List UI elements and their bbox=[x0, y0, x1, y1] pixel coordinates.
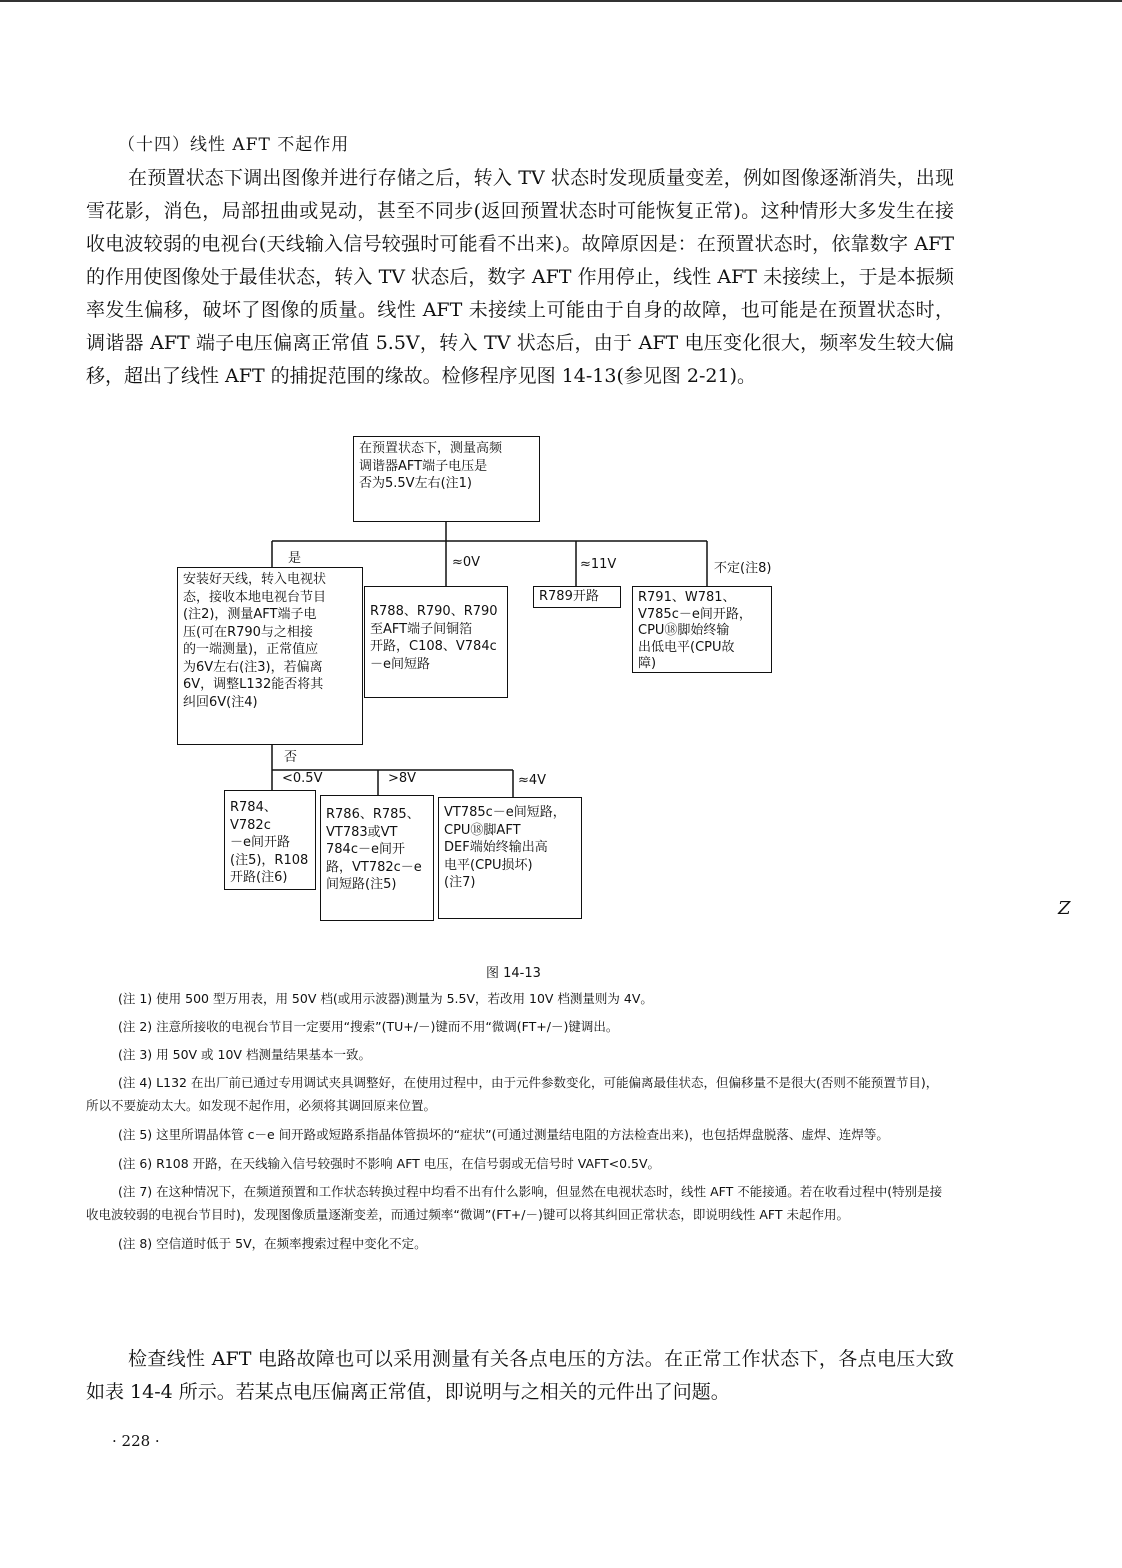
page-number: · 228 · bbox=[112, 1432, 160, 1450]
branch-yes-label: 是 bbox=[288, 551, 302, 566]
flow-root-box: 在预置状态下，测量高频 调谐器AFT端子电压是 否为5.5V左右(注1) bbox=[353, 436, 540, 522]
branch-unstable-label: 不定(注8) bbox=[714, 561, 772, 576]
margin-mark: Z bbox=[1058, 898, 1071, 919]
note-item: (注 8) 空信道时低于 5V，在频率搜索过程中变化不定。 bbox=[118, 1236, 427, 1251]
flow-box-0v: R788、R790、R790 至AFT端子间铜箔 开路，C108、V784c －e间短路 bbox=[364, 586, 508, 698]
intro-paragraph: 在预置状态下调出图像并进行存储之后，转入 TV 状态时发现质量变差，例如图像逐渐消失，出现雪花影，消色，局部扭曲或晃动，甚至不同步(返回预置状态时可能恢复正常)。这种情形大多发生在接收电波较弱的电视台(天线输入信号较强时可能看不出来)。故障原因是：在预置状态时，依靠数字 AFT 的作用使图像处于最佳状态，转入 TV 状态后，数字 AFT 作用停止，线性 AFT 未接续上，于是本振频率发生偏移，破坏了图像的质量。线性 AFT 未接续上可能由于自身的故障，也可能是在预置状态时，调谐器 AFT 端子电压偏离正常值 5.5V，转入 TV 状态后，由于 AFT 电压变化很大，频率发生较大偏移，超出了线性 AFT 的捕捉范围的缘故。检修程序见图 14-13(参见图 2-21)。 bbox=[86, 167, 954, 387]
note-item: (注 4) L132 在出厂前已通过专用调试夹具调整好，在使用过程中，由于元件参数变化，可能偏离最佳状态，但偏移量不是很大(否则不能预置节目)，所以不要旋动太大。如发现不起作用，必须将其调回原来位置。 bbox=[86, 1075, 939, 1113]
notes-list bbox=[86, 987, 950, 1260]
flow-box-unstable: R791、W781、 V785c－e间开路， CPU⑱脚始终输 出低电平(CPU故 障) bbox=[632, 586, 772, 673]
branch-lt05-label: <0.5V bbox=[282, 771, 323, 786]
closing-paragraph: 检查线性 AFT 电路故障也可以采用测量有关各点电压的方法。在正常工作状态下，各点电压大致如表 14-4 所示。若某点电压偏离正常值，即说明与之相关的元件出了问题。 bbox=[86, 1348, 954, 1403]
flow-box-gt8: R786、R785、 VT783或VT 784c－e间开 路，VT782c－e 间短路(注5) bbox=[320, 795, 434, 921]
note-item: (注 3) 用 50V 或 10V 档测量结果基本一致。 bbox=[118, 1047, 371, 1062]
note-item: (注 5) 这里所谓晶体管 c－e 间开路或短路系指晶体管损坏的“症状”(可通过测量结电阻的方法检查出来)，也包括焊盘脱落、虚焊、连焊等。 bbox=[118, 1127, 889, 1142]
note-item: (注 7) 在这种情况下，在频道预置和工作状态转换过程中均看不出有什么影响，但显然在电视状态时，线性 AFT 不能接通。若在收看过程中(特别是接收电波较弱的电视台节目时)，发现图像质量逐渐变差，而通过频率“微调”(FT+/－)键可以将其纠回正常状态，即说明线性 AFT 未起作用。 bbox=[86, 1184, 943, 1222]
branch-0v-label: ≈0V bbox=[452, 555, 481, 570]
branch-11v-label: ≈11V bbox=[580, 557, 617, 572]
flow-box-4v: VT785c－e间短路， CPU⑱脚AFT DEF端始终输出高 电平(CPU损坏) (注7) bbox=[438, 797, 582, 919]
flow-box-yes: 安装好天线，转入电视状 态，接收本地电视台节目 (注2)，测量AFT端子电 压(可在R790与之相接 的一端测量)，正常值应 为6V左右(注3)，若偏离 6V，调整L132能否将其 纠回6V(注4) bbox=[177, 567, 363, 745]
branch-gt8-label: >8V bbox=[388, 771, 417, 786]
figure-caption: 图 14-13 bbox=[486, 966, 541, 981]
note-item: (注 1) 使用 500 型万用表，用 50V 档(或用示波器)测量为 5.5V，若改用 10V 档测量则为 4V。 bbox=[118, 991, 653, 1006]
branch-no-label: 否 bbox=[284, 750, 298, 765]
section-heading: （十四）线性 AFT 不起作用 bbox=[118, 135, 350, 155]
note-item: (注 6) R108 开路，在天线输入信号较强时不影响 AFT 电压，在信号弱或无信号时 VAFT<0.5V。 bbox=[118, 1156, 661, 1171]
note-item: (注 2) 注意所接收的电视台节目一定要用“搜索”(TU+/－)键而不用“微调(FT+/－)键调出。 bbox=[118, 1019, 619, 1034]
flow-box-11v: R789开路 bbox=[533, 586, 621, 608]
flow-box-lt05: R784、V782c －e间开路 (注5)，R108 开路(注6) bbox=[224, 790, 316, 890]
branch-4v-label: ≈4V bbox=[518, 773, 547, 788]
